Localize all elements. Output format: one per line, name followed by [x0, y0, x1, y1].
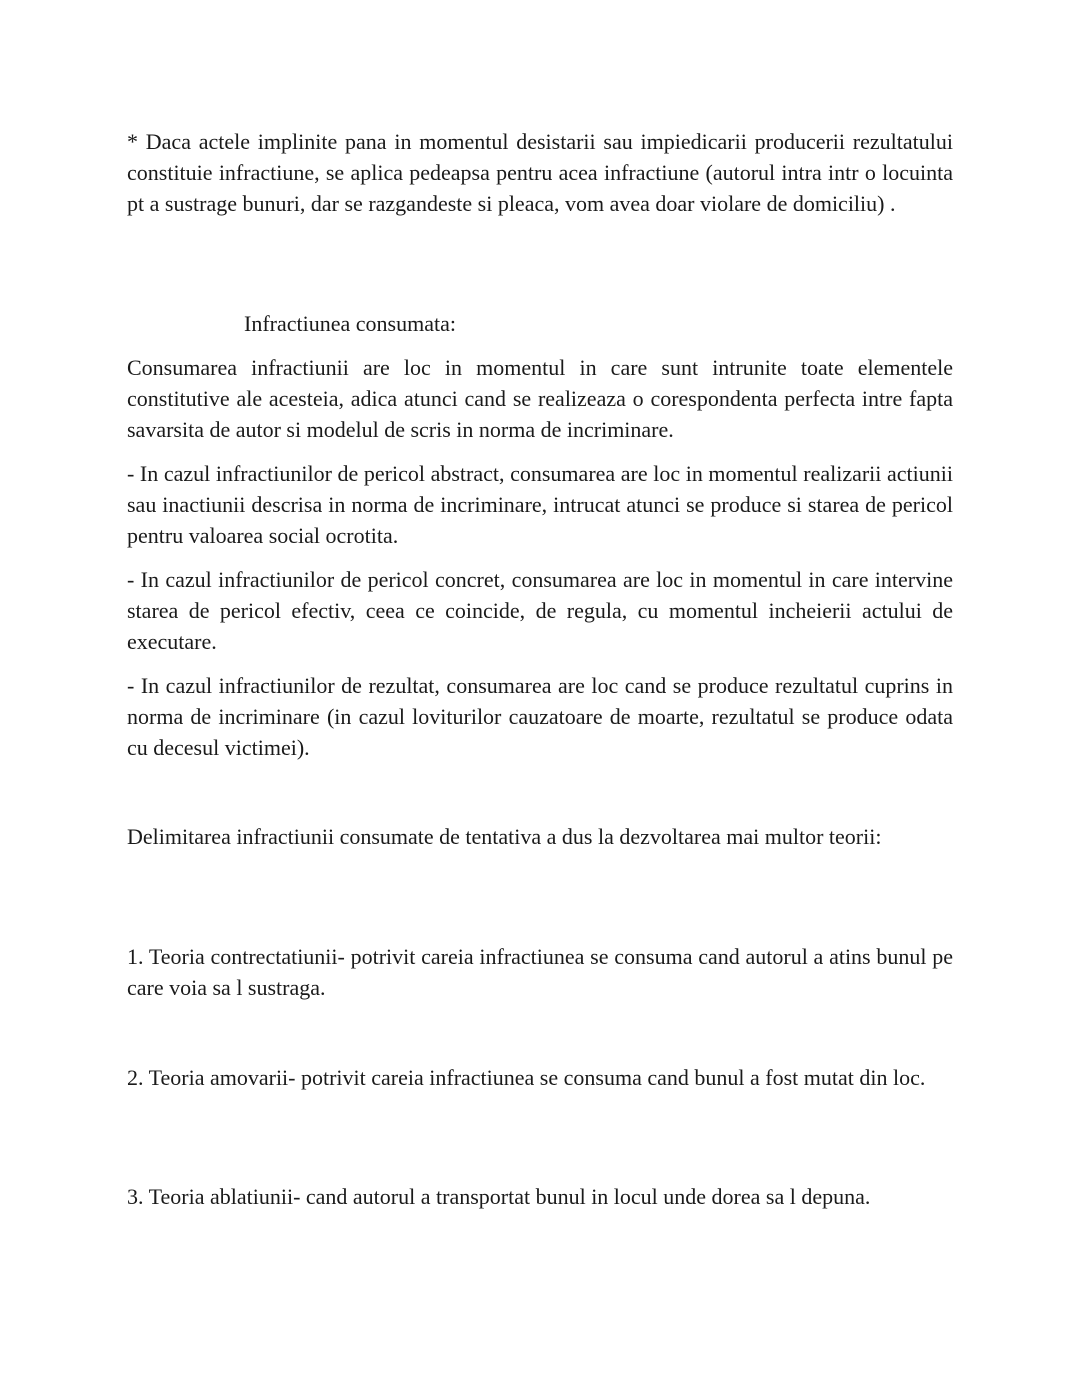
theory-item-2: 2. Teoria amovarii- potrivit careia infractiunea se consuma cand bunul a fost mutat din loc.: [127, 1065, 926, 1090]
theory-item-1: 1. Teoria contrectatiunii- potrivit careia infractiunea se consuma cand autorul a atins bunul pe care voia sa l sustraga.: [127, 944, 953, 1000]
paragraph-consumare: Consumarea infractiunii are loc in momentul in care sunt intrunite toate elementele constitutive ale acesteia, adica atunci cand se realizeaza o corespondenta perfecta intre fapta savarsita de autor si modelul de scris in norma de incriminare.: [127, 355, 953, 442]
theory-item-3: 3. Teoria ablatiunii- cand autorul a transportat bunul in locul unde dorea sa l depuna.: [127, 1184, 871, 1209]
section-heading: Infractiunea consumata:: [244, 311, 456, 336]
bullet-rezultat: - In cazul infractiunilor de rezultat, consumarea are loc cand se produce rezultatul cuprins in norma de incriminare (in cazul loviturilor cauzatoare de moarte, rezultatul se produce odata cu decesul victimei).: [127, 673, 953, 760]
bullet-pericol-concret: - In cazul infractiunilor de pericol concret, consumarea are loc in momentul in care intervine starea de pericol efectiv, ceea ce coincide, de regula, cu momentul incheierii actului de executare.: [127, 567, 953, 654]
paragraph-desistare: * Daca actele implinite pana in momentul desistarii sau impiedicarii producerii rezultatului constituie infractiune, se aplica pedeapsa pentru acea infractiune (autorul intra intr o locuinta pt a sustrage bunuri, dar se razgandeste si pleaca, vom avea doar violare de domiciliu) .: [127, 129, 953, 216]
bullet-pericol-abstract: - In cazul infractiunilor de pericol abstract, consumarea are loc in momentul realizarii actiunii sau inactiunii descrisa in norma de incriminare, intrucat atunci se produce si starea de pericol pentru valoarea social ocrotita.: [127, 461, 953, 548]
paragraph-delimitare: Delimitarea infractiunii consumate de tentativa a dus la dezvoltarea mai multor teorii:: [127, 824, 882, 849]
